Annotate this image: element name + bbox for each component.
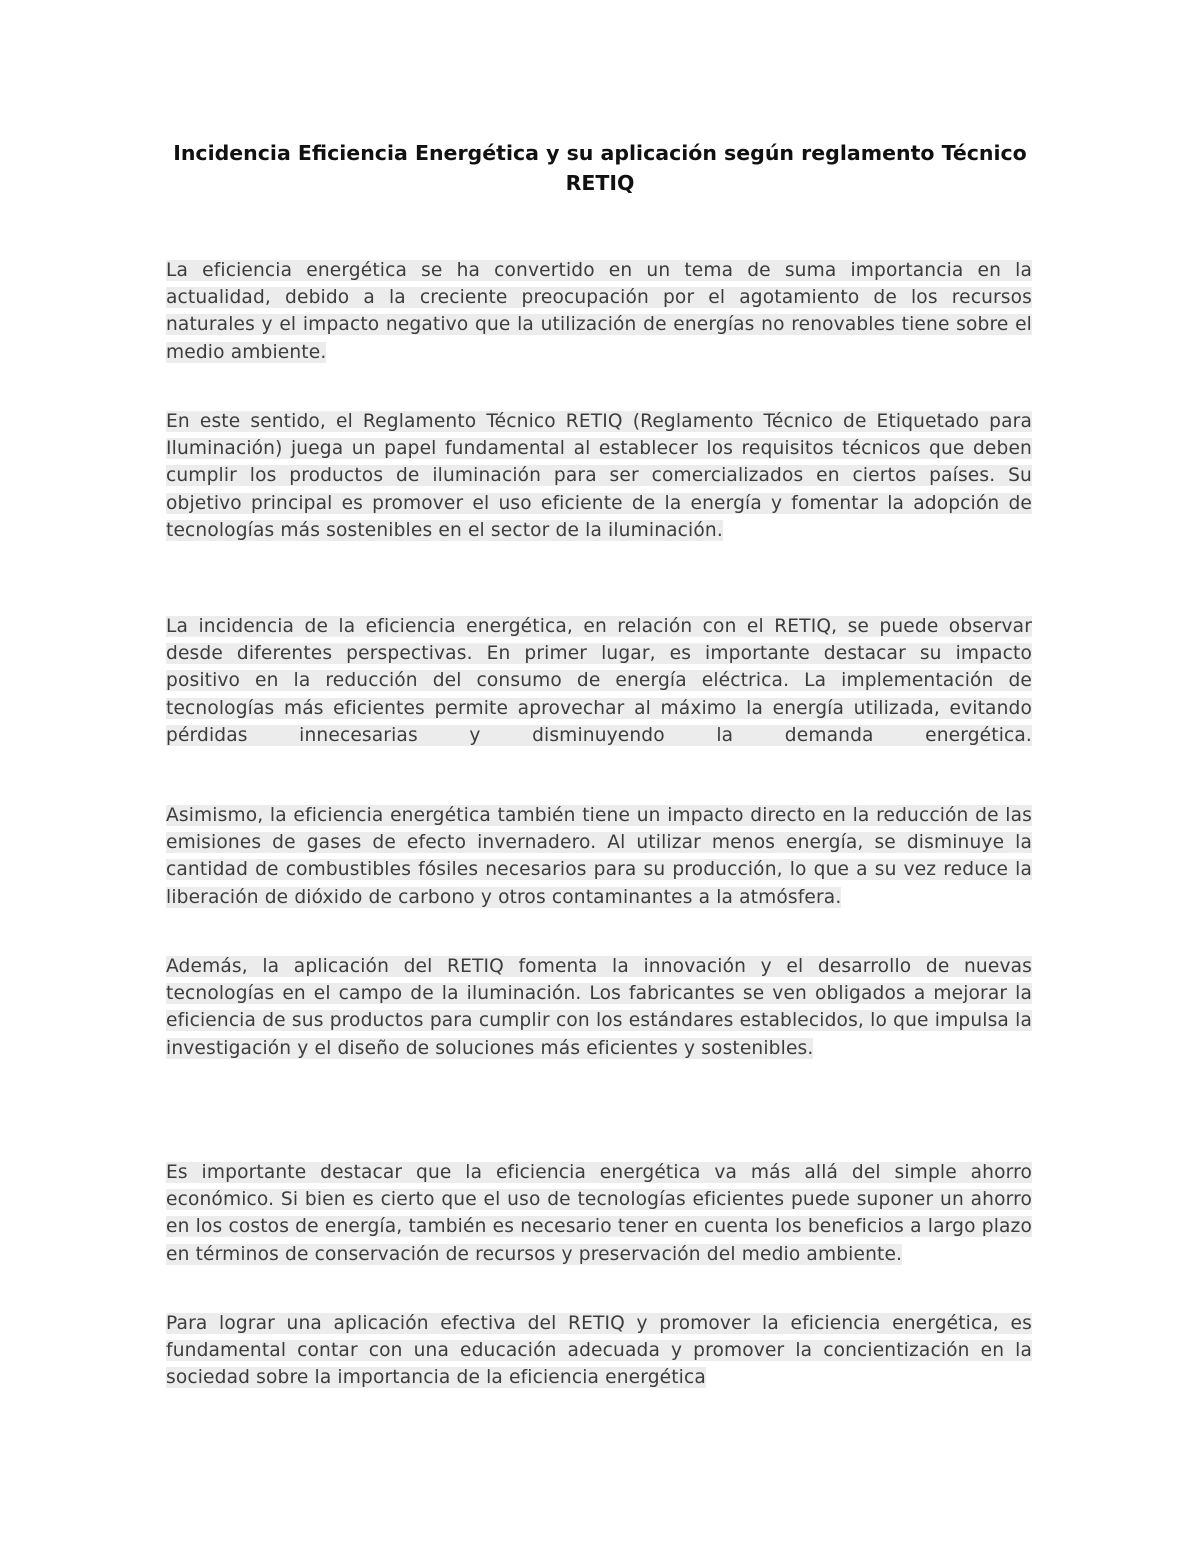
paragraph-5 xyxy=(166,953,1032,1062)
paragraph-6 xyxy=(166,1159,1032,1268)
paragraph-7 xyxy=(166,1310,1032,1392)
paragraph-7-text: Para lograr una aplicación efectiva del RETIQ y promover la eficiencia energética, es fundamental contar con una educación adecuada y promover la concientización en la sociedad sobre la importancia de la eficiencia energética xyxy=(166,1313,1032,1389)
paragraph-4 xyxy=(166,802,1032,911)
paragraph-2-text: En este sentido, el Reglamento Técnico RETIQ (Reglamento Técnico de Etiquetado para Iluminación) juega un papel fundamental al establecer los requisitos técnicos que deben cumplir los productos de iluminación para ser comercializados en ciertos países. Su objetivo principal es promover el uso eficiente de la energía y fomentar la adopción de tecnologías más sostenibles en el sector de la iluminación. xyxy=(166,411,1032,541)
paragraph-4-text: Asimismo, la eficiencia energética también tiene un impacto directo en la reducción de las emisiones de gases de efecto invernadero. Al utilizar menos energía, se disminuye la cantidad de combustibles fósiles necesarios para su producción, lo que a su vez reduce la liberación de dióxido de carbono y otros contaminantes a la atmósfera. xyxy=(166,805,1032,908)
paragraph-5-text: Además, la aplicación del RETIQ fomenta la innovación y el desarrollo de nuevas tecnologías en el campo de la iluminación. Los fabricantes se ven obligados a mejorar la eficiencia de sus productos para cumplir con los estándares establecidos, lo que impulsa la investigación y el diseño de soluciones más eficientes y sostenibles. xyxy=(166,956,1032,1059)
paragraph-3 xyxy=(166,613,1032,749)
paragraph-2 xyxy=(166,408,1032,544)
paragraph-1 xyxy=(166,257,1032,366)
paragraph-3-text: La incidencia de la eficiencia energética, en relación con el RETIQ, se puede observar desde diferentes perspectivas. En primer lugar, es importante destacar su impacto positivo en la reducción del consumo de energía eléctrica. La implementación de tecnologías más eficientes permite aprovechar al máximo la energía utilizada, evitando pérdidas innecesarias y disminuyendo la demanda energética. xyxy=(166,616,1032,746)
paragraph-1-text: La eficiencia energética se ha convertido en un tema de suma importancia en la actualidad, debido a la creciente preocupación por el agotamiento de los recursos naturales y el impacto negativo que la utilización de energías no renovables tiene sobre el medio ambiente. xyxy=(166,260,1032,363)
document-title: Incidencia Eficiencia Energética y su aplicación según reglamento Técnico RETIQ xyxy=(173,141,1027,195)
paragraph-6-text: Es importante destacar que la eficiencia energética va más allá del simple ahorro económico. Si bien es cierto que el uso de tecnologías eficientes puede suponer un ahorro en los costos de energía, también es necesario tener en cuenta los beneficios a largo plazo en términos de conservación de recursos y preservación del medio ambiente. xyxy=(166,1162,1032,1265)
